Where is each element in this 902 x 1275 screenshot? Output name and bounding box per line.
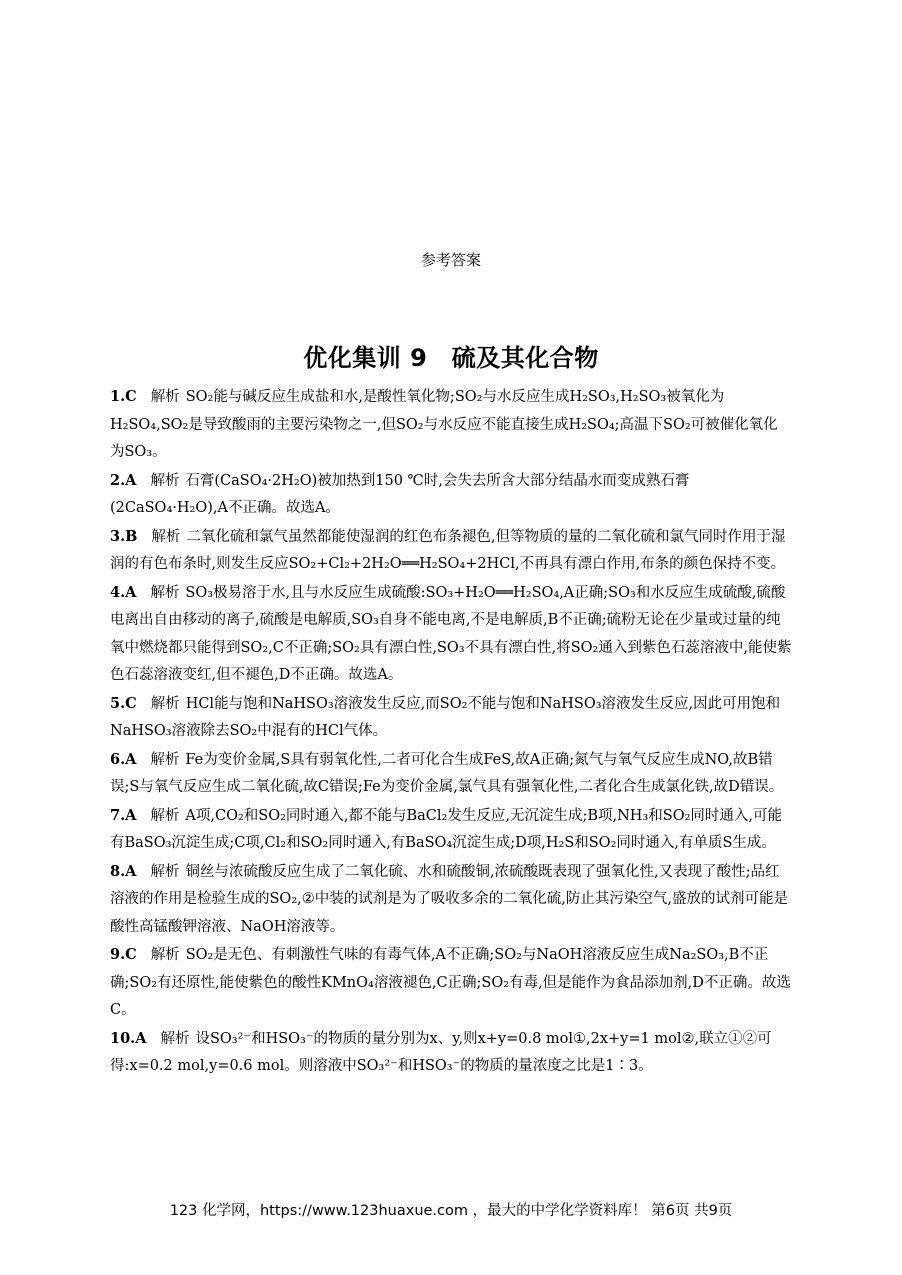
answer-text: SO₂是无色、有刺激性气味的有毒气体,A不正确;SO₂与NaOH溶液反应生成Na₂SO₃,B不正确;SO₂有还原性,能使紫色的酸性KMnO₄溶液褪色,C正确;SO₂有毒,但是能作为食品添加剂,D不正确。故选C。 [110, 947, 791, 1018]
answer-text: SO₂能与碱反应生成盐和水,是酸性氧化物;SO₂与水反应生成H₂SO₃,H₂SO₃被氧化为H₂SO₄,SO₂是导致酸雨的主要污染物之一,但SO₂与水反应不能直接生成H₂SO₄;高温下SO₂可被催化氧化为SO₃。 [110, 389, 778, 460]
answer-number: 1.C [110, 388, 137, 405]
answer-text: 石膏(CaSO₄·2H₂O)被加热到150 ℃时,会失去所含大部分结晶水而变成熟石膏(2CaSO₄·H₂O),A不正确。故选A。 [110, 472, 690, 516]
answer-item [110, 690, 792, 746]
analysis-label: 解析 [160, 1030, 190, 1047]
answer-text: HCl能与饱和NaHSO₃溶液发生反应,而SO₂不能与饱和NaHSO₃溶液发生反应,因此可用饱和NaHSO₃溶液除去SO₂中混有的HCl气体。 [110, 695, 781, 739]
answer-text: 二氧化硫和氯气虽然都能使湿润的红色布条褪色,但等物质的量的二氧化硫和氯气同时作用于湿润的有色布条时,则发生反应SO₂+Cl₂+2H₂O══H₂SO₄+2HCl,不再具有漂白作用,布条的颜色保持不变。 [110, 528, 786, 572]
answer-item [110, 802, 792, 858]
analysis-label: 解析 [150, 584, 180, 601]
analysis-label: 解析 [150, 695, 180, 712]
answer-item [110, 1025, 792, 1081]
analysis-label: 解析 [150, 751, 180, 768]
answer-text: 设SO₃²⁻和HSO₃⁻的物质的量分别为x、y,则x+y=0.8 mol①,2x+y=1 mol②,联立①②可得:x=0.2 mol,y=0.6 mol。则溶液中SO₃²⁻和HSO₃⁻的物质的量浓度之比是1∶3。 [110, 1030, 772, 1074]
answer-number: 4.A [110, 583, 137, 601]
answer-number: 8.A [110, 862, 137, 880]
answer-text: Fe为变价金属,S具有弱氧化性,二者可化合生成FeS,故A正确;氮气与氧气反应生成NO,故B错误;S与氧气反应生成二氧化硫,故C错误;Fe为变价金属,氯气具有强氧化性,二者化合生成氯化铁,故D错误。 [110, 751, 784, 795]
analysis-label: 解析 [150, 947, 180, 963]
answer-number: 5.C [110, 694, 137, 712]
answer-number: 10.A [110, 1029, 147, 1047]
page-footer: 123 化学网，https://www.123huaxue.com ，最大的中学化学资料库！ 第6页 共9页 [169, 1203, 733, 1219]
answer-number: 9.C [110, 946, 137, 963]
analysis-label: 解析 [150, 863, 180, 880]
answer-item [110, 858, 792, 942]
answer-item [110, 383, 792, 467]
answer-text: 铜丝与浓硫酸反应生成了二氧化硫、水和硫酸铜,浓硫酸既表现了强氧化性,又表现了酸性;品红溶液的作用是检验生成的SO₂,②中装的试剂是为了吸收多余的二氧化硫,防止其污染空气,盛放的试剂可能是酸性高锰酸钾溶液、NaOH溶液等。 [110, 863, 788, 935]
answer-number: 6.A [110, 750, 137, 768]
section-header: 参考答案 [420, 251, 481, 269]
answer-number: 2.A [110, 471, 137, 489]
page-title: 优化集训 9 硫及其化合物 [303, 344, 599, 372]
answer-text: SO₃极易溶于水,且与水反应生成硫酸:SO₃+H₂O══H₂SO₄,A正确;SO₃和水反应生成硫酸,硫酸电离出自由移动的离子,硫酸是电解质,SO₃自身不能电离,不是电解质,B不正确;硫粉无论在少量或过量的纯氧中燃烧都只能得到SO₂,C不正确;SO₂具有漂白性,SO₃不具有漂白性,将SO₂通入到紫色石蕊溶液中,能使紫色石蕊溶液变红,但不褪色,D不正确。故选A。 [110, 584, 792, 683]
analysis-label: 解析 [151, 528, 181, 545]
analysis-label: 解析 [150, 389, 180, 405]
analysis-label: 解析 [150, 807, 180, 824]
answer-item [110, 579, 792, 690]
answer-item [110, 746, 792, 802]
answer-list [110, 383, 792, 1081]
answer-text: A项,CO₂和SO₂同时通入,都不能与BaCl₂发生反应,无沉淀生成;B项,NH₃和SO₂同时通入,可能有BaSO₃沉淀生成;C项,Cl₂和SO₂同时通入,有BaSO₄沉淀生成;D项,H₂S和SO₂同时通入,有单质S生成。 [110, 807, 782, 851]
answer-item [110, 523, 792, 579]
answer-number: 3.B [110, 527, 138, 545]
analysis-label: 解析 [150, 472, 180, 489]
answer-item [110, 941, 792, 1025]
answer-number: 7.A [110, 806, 137, 824]
answer-item [110, 467, 792, 523]
